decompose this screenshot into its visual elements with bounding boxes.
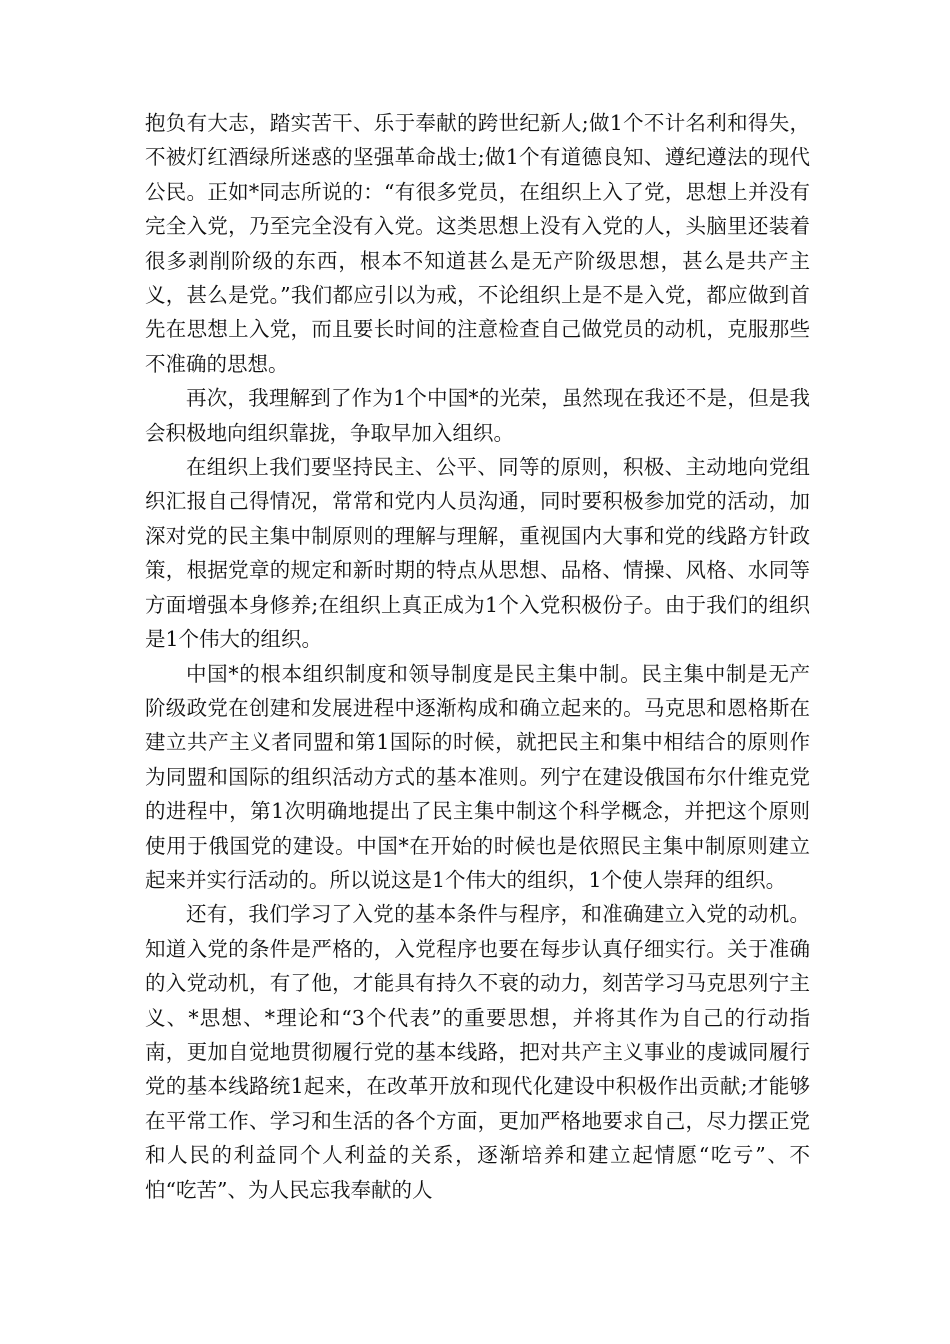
document-page xyxy=(145,106,810,1207)
paragraph-pride: 再次，我理解到了作为1个中国*的光荣，虽然现在我还不是，但是我会积极地向组织靠拢，争取早加入组织。 xyxy=(145,386,810,445)
paragraph-continued: 抱负有大志，踏实苦干、乐于奉献的跨世纪新人;做1个不计名利和得失，不被灯红酒绿所迷惑的坚强革命战士;做1个有道德良知、遵纪遵法的现代公民。正如*同志所说的：“有很多党员，在组织上入了党，思想上并没有完全入党，乃至完全没有入党。这类思想上没有入党的人，头脑里还装着很多剥削阶级的东西，根本不知道甚么是无产阶级思想，甚么是共产主义，甚么是党。”我们都应引以为戒，不论组织上是不是入党，都应做到首先在思想上入党，而且要长时间的注意检查自己做党员的动机，克服那些不准确的思想。 xyxy=(145,111,810,376)
paragraph-motivation: 还有，我们学习了入党的基本条件与程序，和准确建立入党的动机。知道入党的条件是严格的，入党程序也要在每步认真仔细实行。关于准确的入党动机，有了他，才能具有持久不衰的动力，刻苦学习马克思列宁主义、*思想、*理论和“3个代表”的重要思想，并将其作为自己的行动指南，更加自觉地贯彻履行党的基本线路，把对共产主义事业的虔诚同履行党的基本线路统1起来，在改革开放和现代化建设中积极作出贡献;才能够在平常工作、学习和生活的各个方面，更加严格地要求自己，尽力摆正党和人民的利益同个人利益的关系，逐渐培养和建立起情愿“吃亏”、不怕“吃苦”、为人民忘我奉献的人 xyxy=(145,902,810,1202)
paragraph-organization: 在组织上我们要坚持民主、公平、同等的原则，积极、主动地向党组织汇报自己得情况，常常和党内人员沟通，同时要积极参加党的活动，加深对党的民主集中制原则的理解与理解，重视国内大事和党的线路方针政策，根据党章的规定和新时期的特点从思想、品格、情操、风格、水同等方面增强本身修养;在组织上真正成为1个入党积极份子。由于我们的组织是1个伟大的组织。 xyxy=(145,455,810,652)
paragraph-democratic-centralism: 中国*的根本组织制度和领导制度是民主集中制。民主集中制是无产阶级政党在创建和发展进程中逐渐构成和确立起来的。马克思和恩格斯在建立共产主义者同盟和第1国际的时候，就把民主和集中相结合的原则作为同盟和国际的组织活动方式的基本准则。列宁在建设俄国布尔什维克党的进程中，第1次明确地提出了民主集中制这个科学概念，并把这个原则使用于俄国党的建设。中国*在开始的时候也是依照民主集中制原则建立起来并实行活动的。所以说这是1个伟大的组织，1个使人崇拜的组织。 xyxy=(145,661,810,892)
